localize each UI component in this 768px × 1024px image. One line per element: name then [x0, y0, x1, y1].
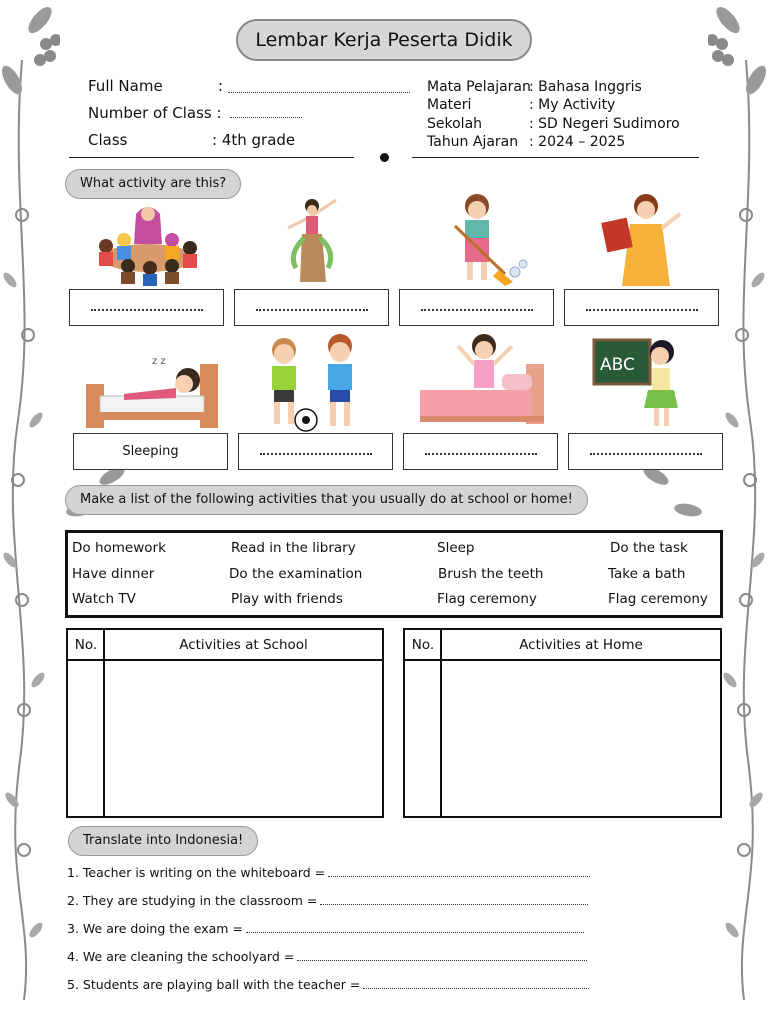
- activity-word-bank: [65, 530, 723, 618]
- translate-item-text: 1. Teacher is writing on the whiteboard =: [67, 865, 326, 880]
- word-bank-item: Play with friends: [231, 591, 343, 607]
- answer-box-5: Sleeping: [73, 433, 228, 470]
- tahun-value: : 2024 – 2025: [529, 134, 626, 150]
- vine-decoration-right-icon: [708, 0, 768, 1024]
- answer-box-1[interactable]: [69, 289, 224, 326]
- worksheet-title: Lembar Kerja Peserta Didik: [236, 19, 532, 61]
- translate-answer-line[interactable]: [246, 923, 584, 933]
- sekolah-label: Sekolah: [427, 116, 483, 132]
- word-bank-item: Take a bath: [608, 566, 686, 582]
- answer-dots-8: [590, 435, 702, 455]
- column-no: No.: [74, 637, 98, 653]
- reading-woman-illustration: [600, 190, 690, 288]
- full-name-row: [88, 77, 224, 95]
- tahun-row: [427, 133, 626, 151]
- sweeping-girl-illustration: [447, 190, 533, 288]
- translate-answer-line[interactable]: [297, 951, 587, 961]
- answer-dots-6: [260, 435, 372, 455]
- translate-item-text: 3. We are doing the exam =: [67, 921, 243, 936]
- materi-value: : My Activity: [529, 97, 616, 113]
- class-value: : 4th grade: [212, 131, 296, 149]
- column-no: No.: [411, 637, 435, 653]
- translate-item-text: 2. They are studying in the classroom =: [67, 893, 318, 908]
- header-divider-left: [69, 157, 354, 158]
- section-translate-heading: Translate into Indonesia!: [68, 826, 258, 856]
- full-name-label: Full Name: [88, 77, 163, 95]
- answer-dots-2: [256, 291, 368, 311]
- translate-answer-line[interactable]: [320, 895, 588, 905]
- mapel-label: Mata Pelajaran: [427, 79, 531, 95]
- full-name-field[interactable]: [228, 81, 410, 93]
- flower-cluster-right-icon: [638, 0, 708, 1024]
- girl-waking-up-illustration: [418, 330, 546, 434]
- girl-at-chalkboard-illustration: [592, 336, 692, 432]
- tahun-label: Tahun Ajaran: [427, 134, 519, 150]
- word-bank-item: Flag ceremony: [608, 591, 708, 607]
- materi-label: Materi: [427, 97, 472, 113]
- number-row: [88, 104, 302, 122]
- class-label: Class: [88, 131, 128, 149]
- answer-box-4[interactable]: [564, 289, 719, 326]
- translate-item-5: [67, 977, 589, 992]
- vine-decoration-left-icon: [0, 0, 60, 1024]
- header-divider-right: [412, 157, 699, 158]
- answer-dots-7: [425, 435, 537, 455]
- svg-text:z z: z z: [152, 356, 166, 367]
- answer-box-8[interactable]: [568, 433, 723, 470]
- word-bank-item: Sleep: [437, 540, 475, 556]
- word-bank-item: Have dinner: [72, 566, 155, 582]
- school-activities-writing-area[interactable]: [105, 663, 382, 816]
- answer-dots-1: [91, 291, 203, 311]
- sleeping-boy-illustration: [84, 350, 220, 430]
- word-bank-item: Do homework: [72, 540, 166, 556]
- full-name-colon: :: [218, 77, 224, 95]
- column-activities-at-school: Activities at School: [179, 637, 308, 653]
- word-bank-item: Flag ceremony: [437, 591, 537, 607]
- word-bank-item: Do the examination: [229, 566, 363, 582]
- translate-item-3: [67, 921, 584, 936]
- number-label: Number of Class :: [88, 104, 222, 122]
- section-list-heading: Make a list of the following activities that you usually do at school or home!: [65, 485, 588, 515]
- divider-dot-icon: [380, 153, 389, 162]
- word-bank-item: Brush the teeth: [438, 566, 544, 582]
- column-activities-at-home: Activities at Home: [519, 637, 643, 653]
- answer-box-6[interactable]: [238, 433, 393, 470]
- translate-item-4: [67, 949, 587, 964]
- translate-answer-line[interactable]: [328, 867, 590, 877]
- answer-dots-4: [586, 291, 698, 311]
- mapel-value: : Bahasa Inggris: [529, 79, 642, 95]
- boys-playing-ball-illustration: [258, 332, 370, 434]
- answer-dots-3: [421, 291, 533, 311]
- answer-box-2[interactable]: [234, 289, 389, 326]
- answer-box-3[interactable]: [399, 289, 554, 326]
- translate-item-text: 5. Students are playing ball with the teacher =: [67, 977, 361, 992]
- number-field[interactable]: [230, 106, 302, 118]
- answer-box-7[interactable]: [403, 433, 558, 470]
- translate-item-text: 4. We are cleaning the schoolyard =: [67, 949, 295, 964]
- sekolah-row: [427, 115, 680, 133]
- mapel-row: [427, 78, 642, 96]
- section-activity-heading: What activity are this?: [65, 169, 241, 199]
- word-bank-item: Read in the library: [231, 540, 356, 556]
- home-activities-writing-area[interactable]: [442, 663, 720, 816]
- materi-row: [427, 96, 616, 114]
- translate-item-2: [67, 893, 588, 908]
- word-bank-item: Do the task: [610, 540, 688, 556]
- sekolah-value: : SD Negeri Sudimoro: [529, 116, 680, 132]
- translate-item-1: [67, 865, 590, 880]
- word-bank-item: Watch TV: [72, 591, 136, 607]
- class-row: [88, 131, 296, 149]
- dancing-girl-illustration: [282, 194, 344, 286]
- activities-at-home-table: [403, 628, 722, 818]
- chalkboard-text: ABC: [600, 355, 635, 375]
- translate-answer-line[interactable]: [363, 979, 589, 989]
- activities-at-school-table: [66, 628, 384, 818]
- teacher-with-students-illustration: [92, 200, 204, 286]
